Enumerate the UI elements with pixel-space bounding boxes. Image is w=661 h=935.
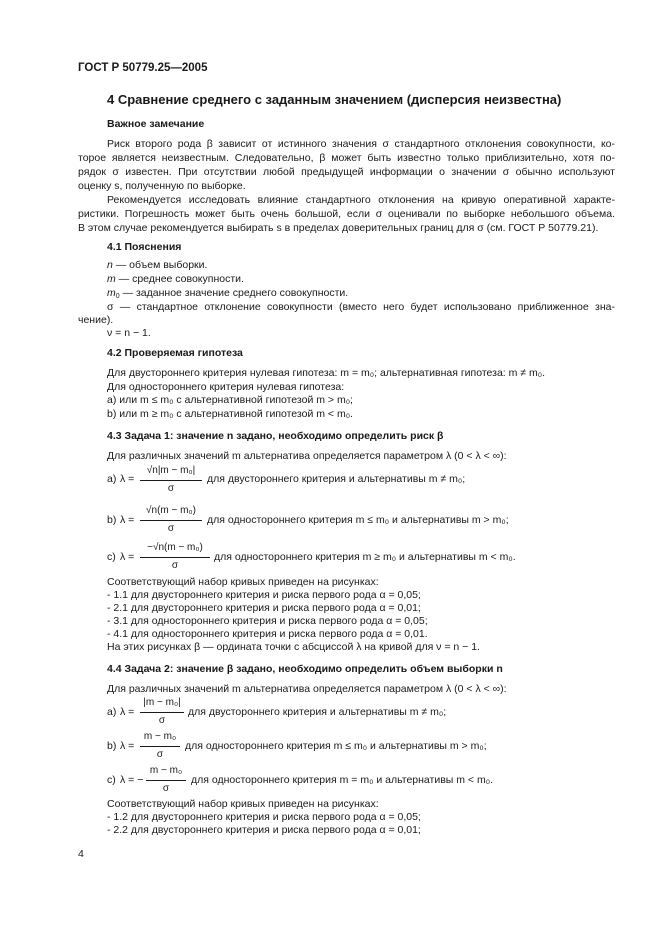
formula-a-denominator: σ <box>167 483 175 494</box>
formula-c-text: для одностороннего критерия m = m₀ и альтернативы m < m₀. <box>191 774 493 786</box>
def-text: — заданное значение среднего совокупности. <box>119 287 349 299</box>
formula-a-text: для двустороннего критерия и альтернативы m ≠ m₀; <box>207 473 466 485</box>
formula-c-numerator: m − m₀ <box>149 765 183 776</box>
list-item: - 4.1 для одностороннего критерия и риска первого рода α = 0,01. <box>107 628 428 640</box>
formula-c-numerator: −√n(m − m₀) <box>147 542 203 553</box>
document-header: ГОСТ Р 50779.25—2005 <box>78 62 208 74</box>
formula-b-denominator: σ <box>167 523 175 534</box>
hypothesis-line: Для одностороннего критерия нулевая гипотеза: <box>107 381 345 393</box>
note-line: Рекомендуется исследовать влияние стандартного отклонения на кривую оперативной характе- <box>107 194 615 206</box>
page-number: 4 <box>78 848 84 860</box>
s44-intro: Для различных значений m альтернатива определяется параметром λ (0 < λ < ∞): <box>107 683 507 695</box>
formula-b-label: b) <box>107 514 117 526</box>
formula-a-label: a) <box>107 706 117 718</box>
note-line: оценку s, полученную по выборке. <box>78 180 246 192</box>
formula-a-numerator: √n|m − m₀| <box>146 465 196 476</box>
note-line: рядок σ известен. При отсутствии любой предыдущей информации о значении σ обычно используют <box>78 166 615 178</box>
formula-a-text: для двустороннего критерия и альтернативы m ≠ m₀; <box>188 706 447 718</box>
def-nu: ν = n − 1. <box>107 327 151 339</box>
note-line: торое является неизвестным. Следовательно, β может быть известно только приблизительно, хотя по- <box>78 152 615 164</box>
note-line: В этом случае рекомендуется выбирать s в пределах доверительных границ для σ (см. ГОСТ Р 50779.21). <box>78 222 599 234</box>
formula-b-denominator: σ <box>156 749 164 760</box>
fraction-bar <box>140 746 180 747</box>
fraction-bar <box>140 480 202 481</box>
lambda-symbol: λ = − <box>120 774 144 786</box>
note-line: ристики. Погрешность может быть очень большой, если σ оценивали по выборке небольшого объема. <box>78 208 615 220</box>
def-sigma-cont: чение). <box>78 314 114 326</box>
list-item: - 3.1 для одностороннего критерия и риска первого рода α = 0,05; <box>107 615 428 627</box>
def-m0 <box>107 287 348 300</box>
formula-b-text: для одностороннего критерия m ≤ m₀ и альтернативы m > m₀; <box>207 514 509 526</box>
formula-b-text: для одностороннего критерия m ≤ m₀ и альтернативы m > m₀; <box>185 740 487 752</box>
s43-heading: 4.3 Задача 1: значение n задано, необходимо определить риск β <box>107 430 444 442</box>
def-m <box>107 273 244 286</box>
formula-c-label: c) <box>107 774 116 786</box>
lambda-symbol: λ = <box>120 706 135 718</box>
def-sigma: σ — стандартное отклонение совокупности (вместо него будет использовано приближенное зна- <box>107 301 615 313</box>
lambda-symbol: λ = <box>120 551 135 563</box>
sym-sub: 0 <box>115 293 120 300</box>
s41-heading: 4.1 Пояснения <box>107 241 182 253</box>
formula-b-label: b) <box>107 740 117 752</box>
formula-a-label: a) <box>107 473 117 485</box>
lambda-symbol: λ = <box>120 473 135 485</box>
fraction-bar <box>140 557 210 558</box>
sym-m: m <box>107 273 116 285</box>
formula-c-denominator: σ <box>171 560 179 571</box>
formula-c-denominator: σ <box>162 783 170 794</box>
list-item: - 2.1 для двустороннего критерия и риска первого рода α = 0,01; <box>107 602 421 614</box>
list-item: - 1.2 для двустороннего критерия и риска первого рода α = 0,05; <box>107 811 421 823</box>
formula-a-denominator: σ <box>158 715 166 726</box>
def-text: — среднее совокупности. <box>115 273 244 285</box>
s44-set-intro: Соответствующий набор кривых приведен на рисунках: <box>107 798 379 810</box>
formula-c-text: для одностороннего критерия m ≥ m₀ и альтернативы m < m₀. <box>214 551 516 563</box>
hypothesis-line: а) или m ≤ m₀ с альтернативной гипотезой m > m₀; <box>107 394 353 406</box>
note-line: Риск второго рода β зависит от истинного значения σ стандартного отклонения совокупности, ко- <box>107 138 615 150</box>
formula-b-numerator: √n(m − m₀) <box>146 505 196 516</box>
s43-set-intro: Соответствующий набор кривых приведен на рисунках: <box>107 576 379 588</box>
s43-intro: Для различных значений m альтернатива определяется параметром λ (0 < λ < ∞): <box>107 450 507 462</box>
section-title: 4 Сравнение среднего с заданным значением (дисперсия неизвестна) <box>107 92 562 107</box>
fraction-bar <box>140 712 184 713</box>
list-item: - 2.2 для двустороннего критерия и риска первого рода α = 0,01; <box>107 824 421 836</box>
hypothesis-line: Для двустороннего критерия нулевая гипотеза: m = m₀; альтернативная гипотеза: m ≠ m₀. <box>107 367 545 379</box>
s42-heading: 4.2 Проверяемая гипотеза <box>107 347 243 359</box>
hypothesis-line: b) или m ≥ m₀ с альтернативной гипотезой m < m₀. <box>107 408 353 420</box>
fraction-bar <box>140 520 202 521</box>
def-text: — объем выборки. <box>112 259 208 271</box>
fraction-bar <box>146 780 186 781</box>
formula-c-label: c) <box>107 551 116 563</box>
list-item: - 1.1 для двустороннего критерия и риска первого рода α = 0,05; <box>107 589 421 601</box>
sym-n: n <box>107 259 113 271</box>
formula-b-numerator: m − m₀ <box>143 731 177 742</box>
sym-m0: m <box>107 287 116 299</box>
formula-a-numerator: |m − m₀| <box>143 697 181 708</box>
s44-heading: 4.4 Задача 2: значение β задано, необходимо определить объем выборки n <box>107 663 503 675</box>
important-note-heading: Важное замечание <box>107 118 205 130</box>
lambda-symbol: λ = <box>120 740 135 752</box>
lambda-symbol: λ = <box>120 514 135 526</box>
s43-footer: На этих рисунках β — ордината точки с абсциссой λ на кривой для ν = n − 1. <box>107 641 480 653</box>
def-n <box>107 259 207 272</box>
